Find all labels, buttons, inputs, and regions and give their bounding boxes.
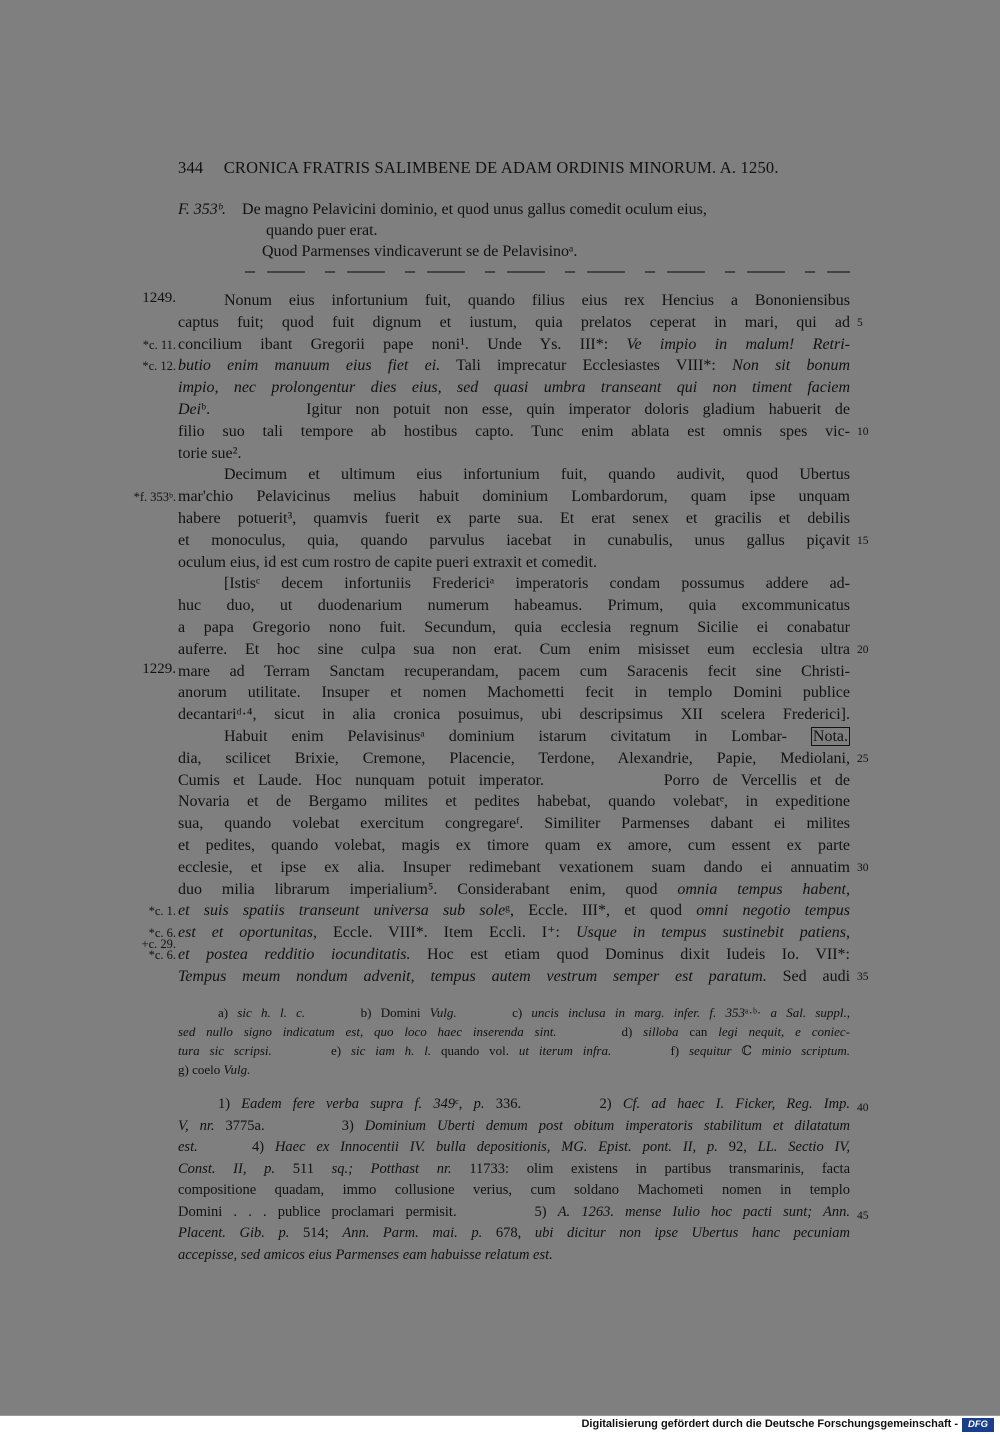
text-line: auferre. Et hoc sine culpa sua non erat. Cum enim misisset eum ecclesia ultra [178, 640, 850, 658]
line-number: 30 [857, 861, 869, 874]
text-line: concilium ibant Gregorii pape noni¹. Unde Ys. III*: Ve impio in malum! Retri- [178, 335, 850, 353]
text-line: Novaria et de Bergamo milites et pedites habebat, quando volebatᵉ, in expeditione [178, 793, 850, 811]
text-line: sua, quando volebat exercitum congregareᶠ. Similiter Parmenses dabant ei milites [178, 815, 850, 833]
line-number: 40 [857, 1102, 869, 1114]
text-line: et pedites, quando volebat, magis ex timore quam ex amore, cum essent ex parte [178, 837, 850, 854]
margin-note: *f. 353ᵇ. [133, 490, 176, 505]
margin-note: *c. 6. [148, 948, 176, 962]
textual-apparatus [178, 1003, 850, 1079]
margin-note: *c. 1. [148, 904, 176, 919]
text-line: huc duo, ut duodenarium numerum habeamus. Primum, quia excommunicatus [178, 597, 850, 615]
text-line: [Istisᶜ decem infortuniis Fredericiᵃ imperatoris condam possumus addere ad- [224, 575, 850, 593]
funding-credit: Digitalisierung gefördert durch die Deutsche Forschungsgemeinschaft - [581, 1418, 958, 1430]
text-line: duo milia librarum imperialium⁵. Considerabant enim, quod omnia tempus habent, [178, 880, 851, 898]
rubric-line-3: Quod Parmenses vindicaverunt se de Pelavisinoᵃ. [262, 243, 578, 260]
line-number: 45 [857, 1209, 869, 1222]
text-line: dia, scilicet Brixie, Cremone, Placencie, Terdone, Alexandrie, Papie, Mediolani, [178, 749, 850, 767]
margin-note: 1229. [142, 660, 176, 677]
line-number: 15 [857, 534, 869, 547]
rubric-line-2: quando puer erat. [266, 222, 378, 239]
running-title: CRONICA FRATRIS SALIMBENE DE ADAM ORDINIS MINORUM. A. 1250. [223, 158, 779, 177]
line-number: 10 [857, 425, 869, 438]
rubric-line-1 [178, 199, 850, 220]
text-line: Cumis et Laude. Hoc nunquam potuit imperator. Porro de Vercellis et de [178, 771, 850, 789]
text-line: filio suo tali tempore ab hostibus capto. Tunc enim ablata est omnis spes vic- [178, 422, 850, 440]
text-line: ecclesie, et ipse ex alia. Insuper redimebant vexationem suam dando ei annuatim [178, 858, 850, 876]
text-line: torie sue². [178, 444, 242, 462]
footnote-line: compositione quadam, immo collusione verius, cum soldano Machometi nomen in templo [178, 1182, 850, 1198]
footnote-line: g) coelo Vulg. [178, 1062, 251, 1077]
footnote-line: a) sic h. l. c. b) Domini Vulg. c) uncis inclusa in marg. infer. f. 353ᵃ·ᵇ· a Sal. suppl., [218, 1005, 850, 1020]
footnote-line: V, nr. 3775a. 3) Dominium Uberti demum post obitum imperatoris stabilitum et dilatatum [178, 1117, 851, 1134]
line-number: 25 [857, 752, 869, 765]
footnote-line: Const. II, p. 511 sq.; Potthast nr. 11733: olim existens in partibus transmarinis, facta [178, 1160, 851, 1177]
text-line: mar'chio Pelavicinus melius habuit dominium Lombardorum, quam ipse unquam [178, 488, 850, 506]
page-number: 344 [178, 158, 204, 177]
footnote-line: accepisse, sed amicos eius Parmenses eam habuisse relatum est. [178, 1246, 553, 1263]
text-line: mare ad Terram Sanctam recuperandam, pacem cum Saracenis fecit sine Christi- [178, 662, 850, 680]
separator-rule [245, 271, 850, 273]
text-line: impio, nec prolongentur dies eius, sed quasi umbra transeant qui non timent faciem [178, 379, 850, 397]
text-line: decantariᵈ·⁴, sicut in alia cronica posuimus, ubi descripsimus XII scelera Frederici]. [178, 706, 850, 724]
margin-note: 1249. [142, 290, 176, 306]
footer-bar [0, 1415, 1000, 1435]
line-number: 20 [857, 643, 869, 656]
text-line: oculum eius, id est cum rostro de capite pueri extraxit et comedit. [178, 553, 597, 571]
text-line: Nonum eius infortunium fuit, quando filius eius rex Hencius a Bononiensibus [224, 292, 850, 309]
text-line: et monoculus, quia, quando parvulus iacebat in cunabulis, unus gallus piçavit [178, 531, 850, 549]
margin-note: *c. 6. [148, 926, 176, 941]
text-line: habere potuerit³, quamvis fuerit ex parte sua. Et erat senex et gracilis et debilis [178, 510, 850, 527]
footnote-line: 1) Eadem fere verba supra f. 349ᶜ, p. 336. 2) Cf. ad haec I. Ficker, Reg. Imp. [218, 1096, 850, 1112]
footnote-line: Domini . . . publice proclamari permisit. 5) A. 1263. mense Iulio hoc pacti sunt; Ann. [178, 1203, 850, 1220]
footnote-line: tura sic scripsi. e) sic iam h. l. quando vol. ut iterum infra. f) sequitur ℂ minio scriptum. [178, 1043, 850, 1058]
footnote-line: sed nullo signo indicatum est, quo loco haec inserenda sint. d) silloba can legi nequit, e coniec- [178, 1024, 850, 1039]
folio-reference: F. 353ᵇ. [178, 201, 227, 218]
text-line: captus fuit; quod fuit dignum et iustum, quia prelatos ceperat in mari, qui ad [178, 313, 850, 331]
text-line: Deiᵇ. Igitur non potuit non esse, quin imperator doloris gladium habuerit de [178, 401, 850, 418]
margin-note: *c. 11. [142, 337, 176, 352]
margin-note: +c. 29. [141, 937, 176, 952]
text-line: est et oportunitas, Eccle. VIII*. Item Eccli. I⁺: Usque in tempus sustinebit patiens, [178, 924, 850, 942]
footnote-line: est. 4) Haec ex Innocentii IV. bulla depositionis, MG. Epist. pont. II, p. 92, LL. Sectio IV, [178, 1139, 850, 1155]
running-head [178, 158, 818, 178]
text-line: et postea redditio iocunditatis. Hoc est etiam quod Dominus dixit Iudeis Io. VII*: [178, 946, 850, 963]
text-line: Decimum et ultimum eius infortunium fuit, quando audivit, quod Ubertus [224, 466, 850, 484]
line-number: 35 [857, 970, 869, 983]
text-line: butio enim manuum eius fiet ei. Tali imprecatur Ecclesiastes VIII*: Non sit bonum [178, 357, 851, 375]
dfg-logo-icon: DFG [962, 1418, 994, 1432]
explanatory-notes [178, 1094, 869, 1266]
text-line: a papa Gregorio nono fuit. Secundum, quia ecclesia regnum Sicilie ei conabatur [178, 619, 850, 636]
text-line: et suis spatiis transeunt universa sub soleᵍ, Eccle. III*, et quod omni negotio tempus [178, 902, 851, 920]
margin-note: *c. 12. [142, 359, 176, 374]
rubric-text-1: De magno Pelavicini dominio, et quod unus gallus comedit oculum eius, [242, 201, 707, 218]
text-line: anorum utilitate. Insuper et nomen Machometti fecit in templo Domini publice [178, 684, 850, 702]
text-line: Tempus meum nondum advenit, tempus autem vestrum semper est paratum. Sed audi [178, 967, 851, 985]
text-line: Habuit enim Pelavisinusᵃ dominium istarum civitatum in Lombar- Nota. [224, 728, 848, 745]
line-number: 5 [857, 316, 863, 329]
footnote-line: Placent. Gib. p. 514; Ann. Parm. mai. p. 678, ubi dicitur non ipse Ubertus hanc pecuniam [178, 1225, 850, 1241]
chapter-rubric [178, 199, 850, 262]
